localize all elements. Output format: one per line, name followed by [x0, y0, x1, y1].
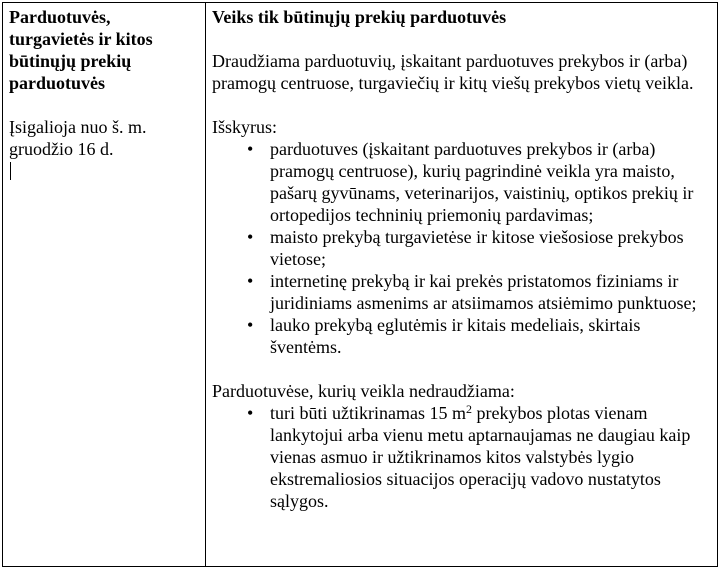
list-item: • internetinę prekybą ir kai prekės pristatomos fiziniams ir juridiniams asmenims ar atsiimamos atsiėmimo punktuose;: [247, 271, 697, 313]
right-cell: [206, 3, 718, 567]
exceptions-list: [212, 138, 711, 358]
list-item: • turi būti užtikrinamas 15 $m^2$ prekybos plotas vienam lankytojui arba vienu metu aptarnaujamas ne daugiau kaip vienas asmuo ir užtikrinamos kitos valstybės lygio ekstremaliosios situacijos operacijų vadovo nustatytos sąlygos.: [247, 402, 691, 511]
list-item: • maisto prekybą turgavietėse ir kitose viešosiose prekybos vietose;: [247, 227, 684, 269]
bullet-icon: •: [247, 271, 254, 291]
allowed-shops-label: Parduotuvėse, kurių veikla nedraudžiama:: [212, 381, 515, 401]
list-item: • parduotuves (įskaitant parduotuves prekybos ir (arba) pramogų centruose), kurių pagrindinė veikla yra maisto, pašarų gyvūnams, veterinarijos, vaistinių, optikos prekių ir ortopedijos techninių priemonių pardavimas;: [247, 139, 694, 225]
list-item: • lauko prekybą eglutėmis ir kitais medeliais, skirtais šventėms.: [247, 315, 641, 357]
table-row: [3, 3, 718, 567]
conditions-list: [212, 402, 711, 512]
restrictions-table: [2, 2, 718, 567]
bullet-icon: •: [247, 139, 254, 159]
left-cell: [3, 3, 206, 567]
exceptions-label: Išskyrus:: [212, 117, 278, 137]
bullet-icon: •: [247, 227, 254, 247]
category-heading: Parduotuvės, turgavietės ir kitos būtinųjų prekių parduotuvės: [9, 7, 153, 93]
text-cursor: [9, 160, 199, 182]
rule-heading: Veiks tik būtinųjų prekių parduotuvės: [212, 7, 507, 27]
bullet-icon: •: [247, 315, 254, 335]
effective-date-text: Įsigalioja nuo š. m. gruodžio 16 d.: [9, 117, 147, 159]
prohibition-paragraph: Draudžiama parduotuvių, įskaitant parduotuves prekybos ir (arba) pramogų centruose, turgaviečių ir kitų viešų prekybos vietų veikla.: [212, 51, 694, 93]
bullet-icon: •: [247, 403, 254, 423]
